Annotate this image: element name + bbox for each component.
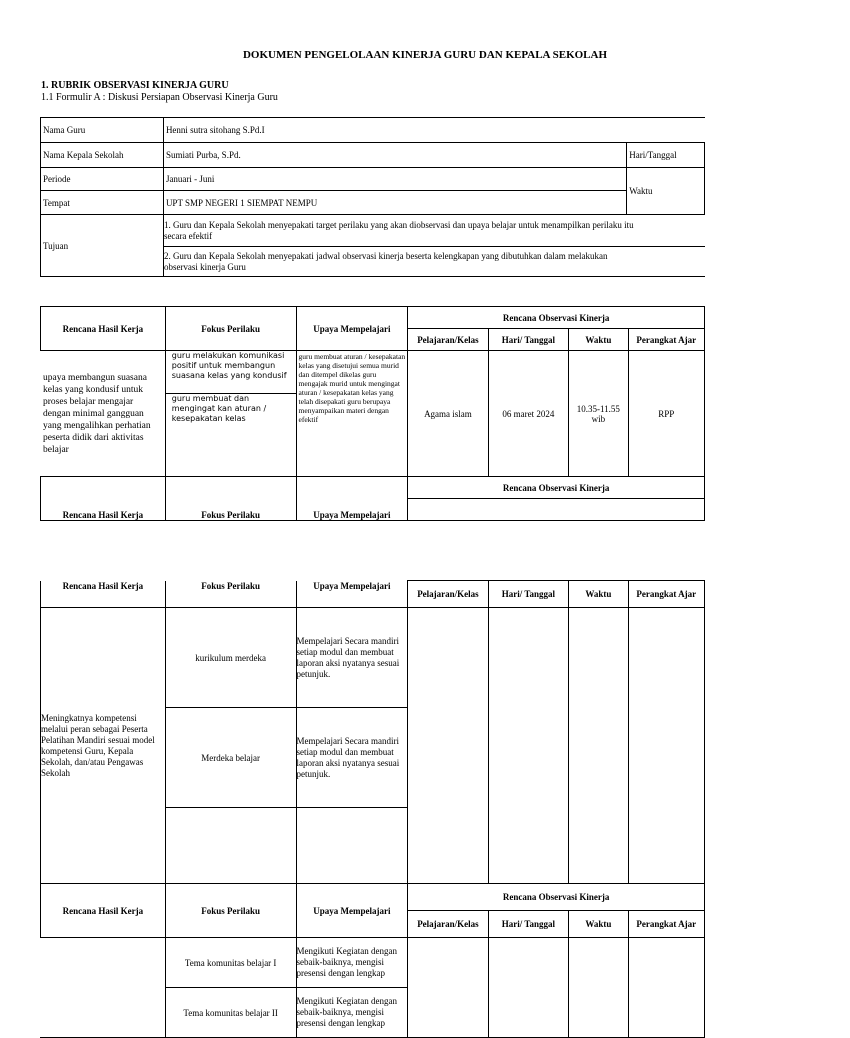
t2-pelajaran-cell (408, 608, 488, 884)
t2-fokus-cell-2: Merdeka belajar (165, 708, 296, 808)
tujuan-label: Tujuan (41, 215, 164, 277)
tempat-label: Tempat (41, 191, 164, 215)
t2-fokus-cell-1: kurikulum merdeka (165, 608, 296, 708)
document-title: DOKUMEN PENGELOLAAN KINERJA GURU DAN KEPALA SEKOLAH (242, 49, 608, 61)
th-rencana-observasi-repeat: Rencana Observasi Kinerja (408, 477, 705, 499)
th-rencana-hasil-repeat: Rencana Hasil Kerja (41, 477, 166, 521)
kepsek-value: Sumiati Purba, S.Pd. (163, 143, 626, 168)
th-rencana-observasi: Rencana Observasi Kinerja (408, 307, 705, 329)
subsection-heading: 1.1 Formulir A : Diskusi Persiapan Observasi Kinerja Guru (41, 92, 278, 103)
th-upaya: Upaya Mempelajari (296, 307, 408, 351)
t3-fokus-cell-1: Tema komunitas belajar I (165, 938, 296, 988)
th-pelajaran: Pelajaran/Kelas (408, 329, 488, 351)
th-upaya-repeat: Upaya Mempelajari (296, 477, 408, 521)
th2-hari: Hari/ Tanggal (488, 581, 568, 608)
tujuan-item-2: 2. Guru dan Kepala Sekolah menyepakati jadwal observasi kinerja beserta kelengkapan yang dibutuhkan dalam melakukan observasi kinerja Guru (163, 247, 704, 277)
th-fokus: Fokus Perilaku (165, 307, 296, 351)
t2-waktu-cell (569, 608, 628, 884)
th-rencana-hasil: Rencana Hasil Kerja (41, 307, 166, 351)
observation-table-1 (40, 306, 705, 521)
th2-rencana-hasil: Rencana Hasil Kerja (41, 581, 166, 608)
t3-upaya-cell-2: Mengikuti Kegiatan dengan sebaik-baiknya, mengisi presensi dengan lengkap (296, 988, 408, 1038)
pelajaran-cell: Agama islam (408, 351, 488, 477)
tempat-value: UPT SMP NEGERI 1 SIEMPAT NEMPU (163, 191, 626, 215)
perangkat-cell: RPP (628, 351, 704, 477)
hari-cell: 06 maret 2024 (488, 351, 568, 477)
t3-upaya-cell-1: Mengikuti Kegiatan dengan sebaik-baiknya, mengisi presensi dengan lengkap (296, 938, 408, 988)
th3-hari: Hari/ Tanggal (488, 911, 568, 938)
t2-perangkat-cell (628, 608, 704, 884)
th2-pelajaran: Pelajaran/Kelas (408, 581, 488, 608)
upaya-cell: guru membuat aturan / kesepakatan kelas yang disetujui semua murid dan ditempel dikelas guru mengajak murid untuk mengingat aturan / kesepakatan kelas yang telah disepakati guru berupaya menyampaikan materi dengan efektif (296, 351, 408, 477)
t3-fokus-cell-2: Tema komunitas belajar II (165, 988, 296, 1038)
th-waktu: Waktu (569, 329, 628, 351)
t2-rencana-hasil-cell: Meningkatnya kompetensi melalui peran sebagai Peserta Pelatihan Mandiri sesuai model kompetensi Guru, Kepala Sekolah, dan/atau Pengawas Sekolah (41, 608, 166, 884)
section-heading: 1. RUBRIK OBSERVASI KINERJA GURU (41, 80, 229, 91)
t2-hari-cell (488, 608, 568, 884)
th3-pelajaran: Pelajaran/Kelas (408, 911, 488, 938)
th-fokus-repeat: Fokus Perilaku (165, 477, 296, 521)
t3-hari-cell (488, 938, 568, 1038)
kepsek-label: Nama Kepala Sekolah (41, 143, 164, 168)
t3-perangkat-cell (628, 938, 704, 1038)
waktu-cell: 10.35-11.55 wib (569, 351, 628, 477)
page-2-clip (0, 580, 768, 1028)
th3-fokus: Fokus Perilaku (165, 884, 296, 938)
t3-rencana-hasil-cell (41, 938, 166, 1038)
waktu-label: Waktu (627, 168, 705, 215)
th3-rencana-hasil: Rencana Hasil Kerja (41, 884, 166, 938)
th3-perangkat: Perangkat Ajar (628, 911, 704, 938)
th2-upaya: Upaya Mempelajari (296, 581, 408, 608)
th3-upaya: Upaya Mempelajari (296, 884, 408, 938)
fokus-cell-1: guru melakukan komunikasi positif untuk membangun suasana kelas yang kondusif (165, 351, 296, 394)
nama-guru-value: Henni sutra sitohang S.Pd.I (163, 118, 704, 143)
fokus-cell-2: guru membuat dan mengingat kan aturan / kesepakatan kelas (165, 394, 296, 477)
t2-upaya-cell-1: Mempelajari Secara mandiri setiap modul dan membuat laporan aksi nyatanya sesuai petunjuk. (296, 608, 408, 708)
th3-rencana-observasi: Rencana Observasi Kinerja (408, 884, 705, 911)
periode-label: Periode (41, 168, 164, 191)
th2-waktu: Waktu (569, 581, 628, 608)
page-1-clip (0, 0, 768, 520)
th3-waktu: Waktu (569, 911, 628, 938)
nama-guru-label: Nama Guru (41, 118, 164, 143)
hari-tanggal-label: Hari/Tanggal (627, 143, 705, 168)
t3-waktu-cell (569, 938, 628, 1038)
th-perangkat: Perangkat Ajar (628, 329, 704, 351)
t2-upaya-cell-2: Mempelajari Secara mandiri setiap modul dan membuat laporan aksi nyatanya sesuai petunjuk. (296, 708, 408, 808)
t2-upaya-cell-3 (296, 808, 408, 884)
observation-table-2 (40, 580, 705, 1038)
th-hari: Hari/ Tanggal (488, 329, 568, 351)
periode-value: Januari - Juni (163, 168, 626, 191)
t3-pelajaran-cell (408, 938, 488, 1038)
th2-perangkat: Perangkat Ajar (628, 581, 704, 608)
tujuan-item-1: 1. Guru dan Kepala Sekolah menyepakati target perilaku yang akan diobservasi dan upaya belajar untuk menampilkan perilaku itu secara efektif (163, 215, 704, 247)
rencana-hasil-cell: upaya membangun suasana kelas yang kondusif untuk proses belajar mengajar dengan minimal gangguan yang mengalihkan perhatian peserta didik dari aktivitas belajar (41, 351, 166, 477)
th2-fokus: Fokus Perilaku (165, 581, 296, 608)
t2-fokus-cell-3 (165, 808, 296, 884)
